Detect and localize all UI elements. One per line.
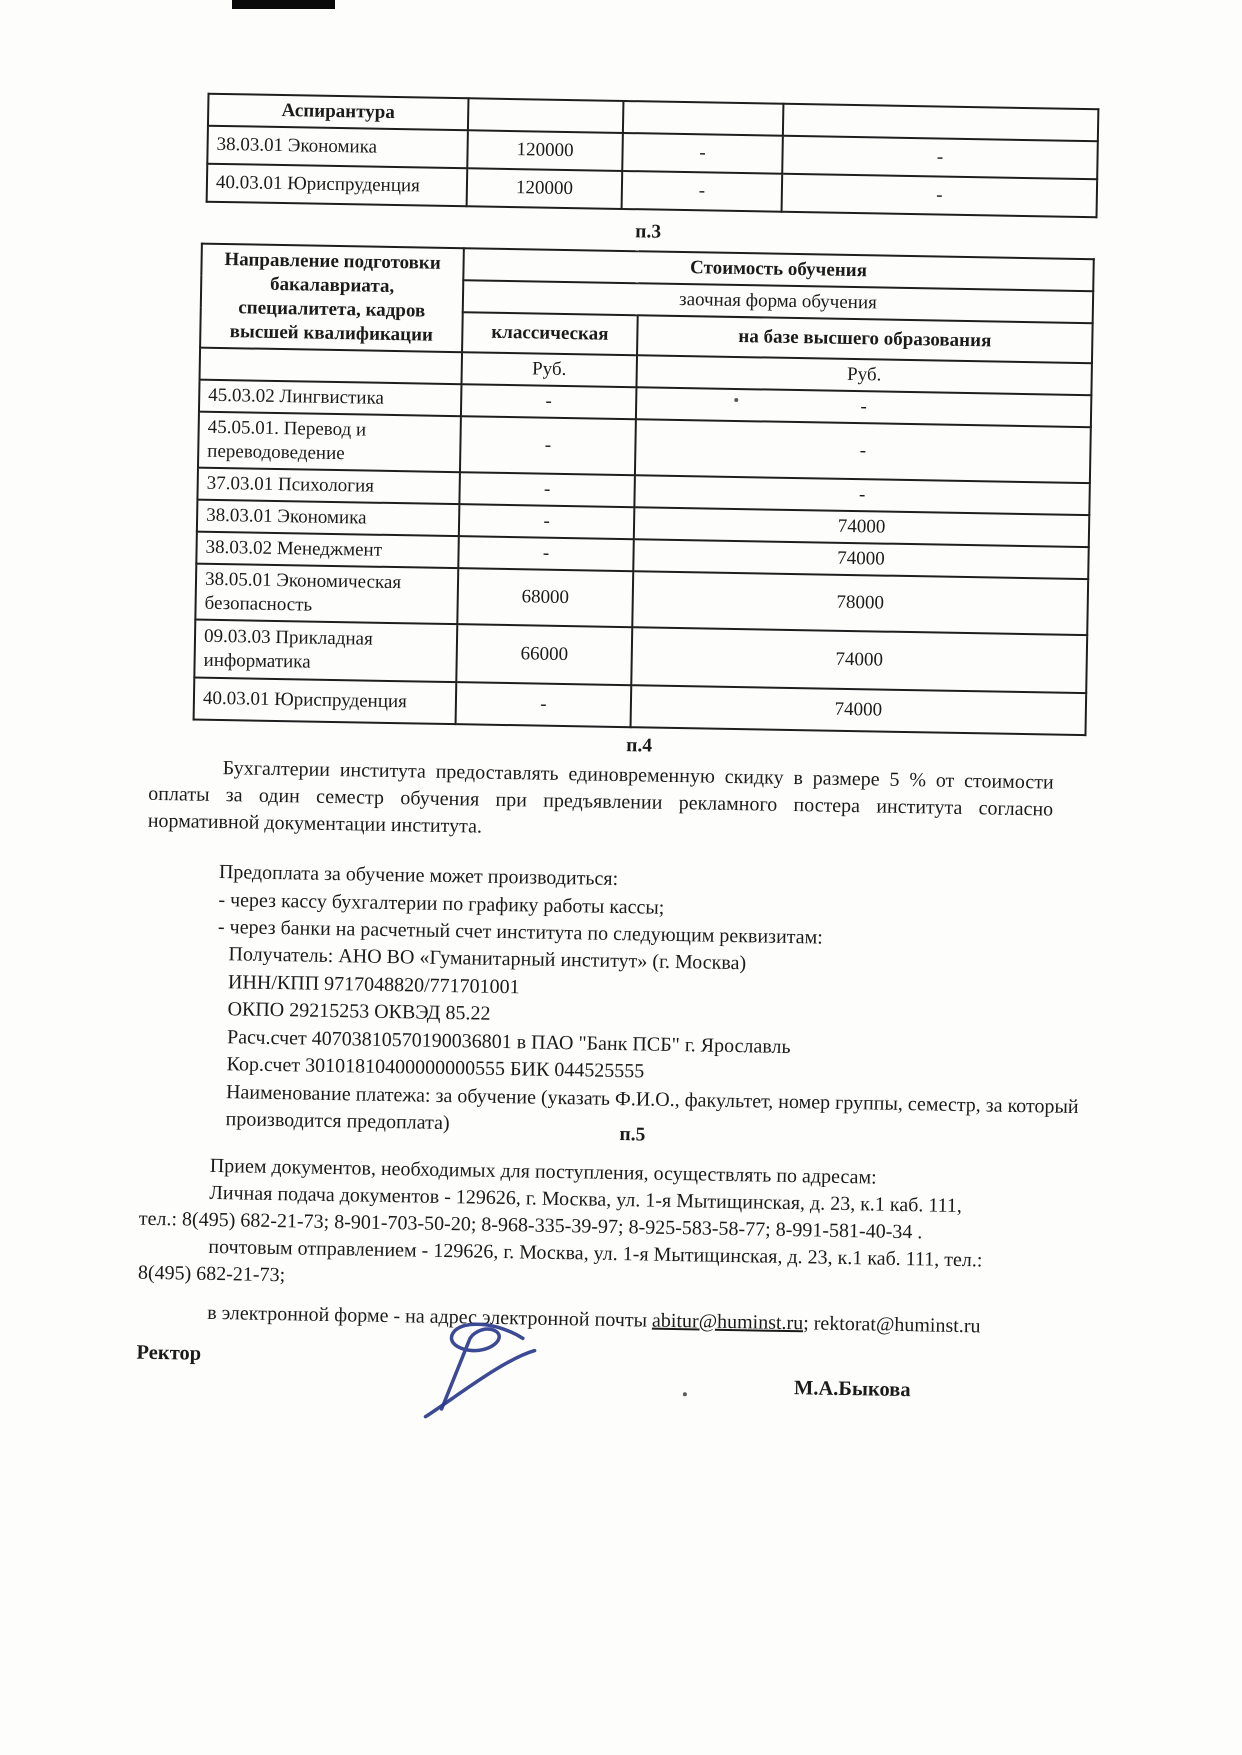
classic-price-cell: - <box>460 416 636 475</box>
rector-signature <box>412 1315 554 1427</box>
personal-submission-line: Личная подача документов - 129626, г. Москва, ул. 1-я Мытищинская, д. 23, к.1 каб. 111, <box>209 1181 963 1218</box>
classic-unit-cell: Руб. <box>461 352 637 387</box>
phone-line-2: 8(495) 682-21-73; <box>137 1261 286 1287</box>
dash-cell: - <box>622 133 783 174</box>
higher-price-cell: 74000 <box>631 627 1087 693</box>
mail-submission-line: почтовым отправлением - 129626, г. Москва, ул. 1-я Мытищинская, д. 23, к.1 каб. 111, тел.: <box>208 1235 983 1272</box>
group-header-cell: Аспирантура <box>208 94 469 131</box>
higher-price-cell: 78000 <box>632 571 1088 635</box>
form-header-cell: заочная форма обучения <box>463 280 1093 323</box>
classic-header-cell: классическая <box>462 312 638 355</box>
requisite-inn-kpp: ИНН/КПП 9717048820/771701001 <box>227 970 520 998</box>
classic-price-cell: - <box>459 504 635 539</box>
program-cell: 38.03.02 Менеджмент <box>196 532 459 569</box>
classic-price-cell: 68000 <box>457 568 633 627</box>
prepay-intro: Предоплата за обучение может производиться: <box>218 861 619 890</box>
higher-price-cell: 74000 <box>634 507 1090 547</box>
admission-intro: Прием документов, необходимых для поступления, осуществлять по адресам: <box>209 1154 877 1189</box>
program-cell: 38.03.01 Экономика <box>197 500 460 537</box>
prepayment-block <box>218 859 824 952</box>
price-cell: 120000 <box>467 168 623 209</box>
higher-price-cell: 74000 <box>631 685 1087 735</box>
email-rektorat: rektorat@huminst.ru <box>813 1312 981 1338</box>
classic-price-cell: - <box>456 682 632 727</box>
higher-price-cell: - <box>634 475 1090 515</box>
admission-addresses-block <box>137 1152 1100 1343</box>
program-cell: 38.05.01 Экономическая безопасность <box>195 564 458 625</box>
classic-price-cell: - <box>461 384 637 419</box>
classic-price-cell: - <box>458 536 634 571</box>
program-cell: 40.03.01 Юриспруденция <box>194 678 457 725</box>
postgraduate-price-table <box>206 93 1100 219</box>
program-cell: 45.03.02 Лингвистика <box>199 380 462 417</box>
email-line <box>207 1300 1097 1343</box>
program-cell: 38.03.01 Экономика <box>207 126 468 169</box>
dash-cell: - <box>782 136 1098 179</box>
price-cell: 120000 <box>467 130 623 171</box>
tuition-table <box>193 243 1095 737</box>
email-line-prefix: в электронной форме - на адрес электронной почты <box>207 1301 653 1332</box>
email-abitur: abitur@huminst.ru <box>651 1309 804 1335</box>
empty-cell <box>623 101 784 136</box>
heading-p3: п.3 <box>635 221 662 243</box>
program-cell: 45.05.01. Перевод и переводоведение <box>198 412 461 473</box>
rector-name: М.А.Быкова <box>793 1377 911 1402</box>
cost-header-cell: Стоимость обучения <box>463 248 1093 291</box>
requisite-settlement-account: Расч.счет 40703810570190036801 в ПАО "Банк ПСБ" г. Ярославль <box>226 1025 791 1058</box>
program-cell: 40.03.01 Юриспруденция <box>207 164 468 207</box>
classic-price-cell: 66000 <box>456 624 632 685</box>
requisite-okpo-okved: ОКПО 29215253 ОКВЭД 85.22 <box>227 998 491 1025</box>
requisite-payment-name: Наименование платежа: за обучение (указать Ф.И.О., факультет, номер группы, семестр, за который производится предоплата) <box>225 1080 1079 1135</box>
requisite-receiver: Получатель: АНО ВО «Гуманитарный институт» (г. Москва) <box>228 943 747 975</box>
heading-p4: п.4 <box>626 735 653 757</box>
empty-cell <box>200 348 463 385</box>
dash-cell: - <box>622 171 783 212</box>
higher-price-cell: - <box>636 387 1092 427</box>
scan-dot <box>683 1392 687 1396</box>
heading-p5: п.5 <box>619 1124 646 1146</box>
prepay-option-cash: - через кассу бухгалтерии по графику работы кассы; <box>218 888 665 919</box>
requisite-corr-account: Кор.счет 30101810400000000555 БИК 044525555 <box>226 1053 645 1083</box>
phones-line: тел.: 8(495) 682-21-73; 8-901-703-50-20; 8-968-335-39-97; 8-925-583-58-77; 8-991-581-40-34 . <box>138 1207 923 1244</box>
bank-requisites-block <box>225 941 1088 1148</box>
rector-title: Ректор <box>136 1341 202 1365</box>
higher-price-cell: - <box>635 419 1091 483</box>
classic-price-cell: - <box>459 472 635 507</box>
program-column-header-cell: Направление подготовки бакалавриата, специалитета, кадров высшей квалификации <box>200 244 464 353</box>
higher-base-header-cell: на базе высшего образования <box>637 315 1093 363</box>
empty-cell <box>468 98 624 133</box>
program-cell: 09.03.03 Прикладная информатика <box>194 620 457 683</box>
discount-paragraph: Бухгалтерии института предоставлять единовременную скидку в размере 5 % от стоимости оплаты за один семестр обучения при предъявлении рекламного постера института согласно нормативной документации института. <box>147 757 1054 838</box>
signature-graphic <box>412 1315 554 1427</box>
dash-cell: - <box>782 174 1098 217</box>
higher-price-cell: 74000 <box>633 539 1089 579</box>
program-cell: 37.03.01 Психология <box>197 468 460 505</box>
email-separator: ; <box>803 1312 814 1335</box>
scan-dot <box>734 398 738 402</box>
prepay-option-bank: - через банки на расчетный счет института по следующим реквизитам: <box>217 916 824 949</box>
higher-unit-cell: Руб. <box>636 355 1092 395</box>
